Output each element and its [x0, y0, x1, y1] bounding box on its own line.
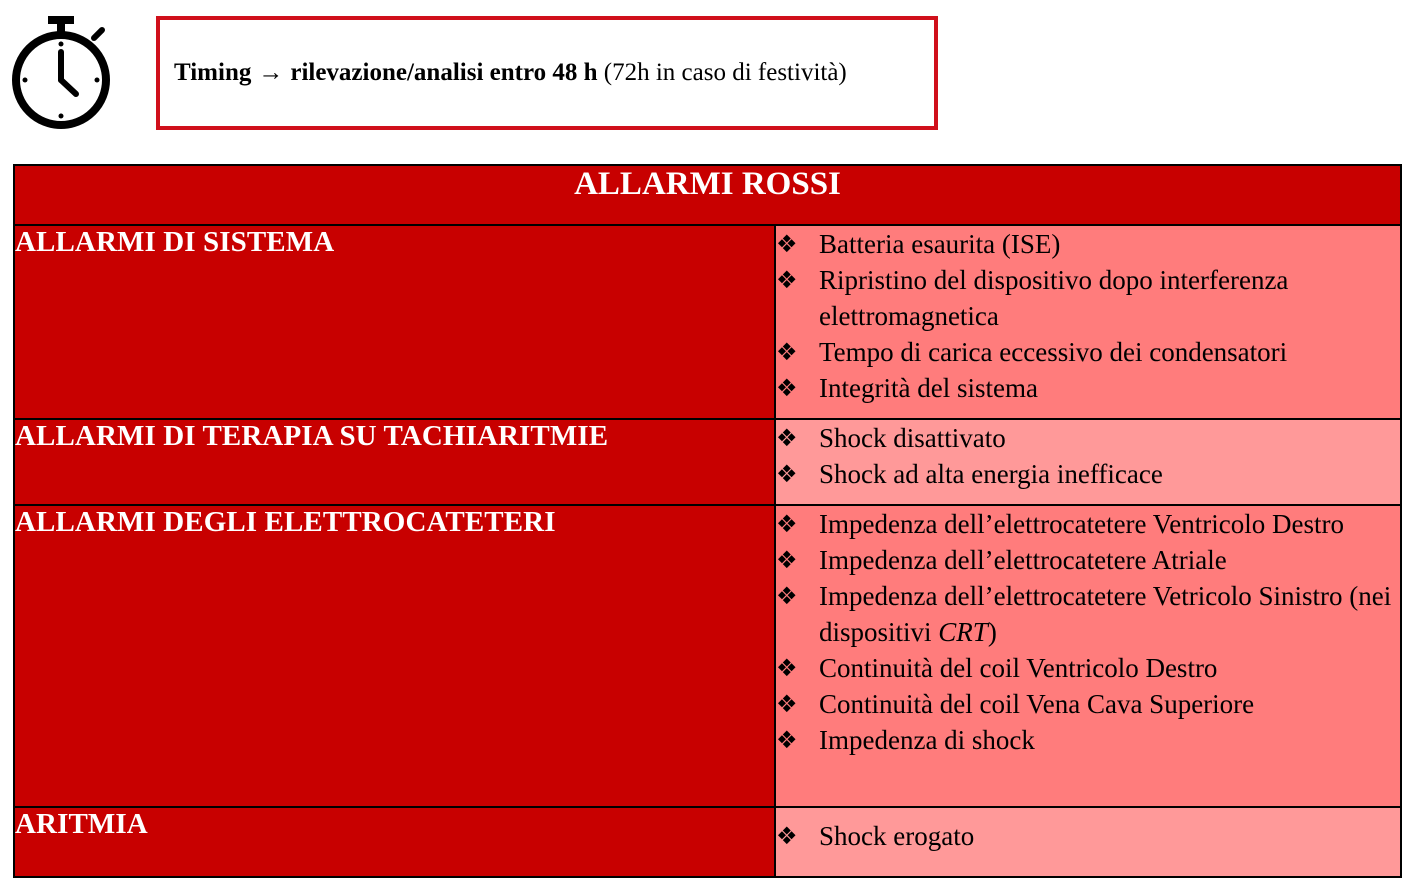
diamond-bullet-icon: ❖ — [776, 424, 798, 452]
timing-notice — [156, 16, 938, 130]
table-row — [14, 807, 1401, 877]
diamond-bullet-icon: ❖ — [776, 726, 798, 754]
arrow-right-icon: → — [258, 59, 284, 86]
alarm-list — [775, 419, 1401, 505]
category-label: ALLARMI DI TERAPIA SU TACHIARITMIE — [14, 419, 775, 505]
timing-main: rilevazione/analisi entro 48 h — [290, 59, 598, 86]
list-item: ❖ Integrità del sistema — [776, 370, 1400, 406]
diamond-bullet-icon: ❖ — [776, 230, 798, 258]
table-title: ALLARMI ROSSI — [14, 165, 1401, 225]
list-item: ❖ Continuità del coil Vena Cava Superiore — [776, 686, 1400, 722]
list-item: ❖ Batteria esaurita (ISE) — [776, 226, 1400, 262]
list-item: ❖ Tempo di carica eccessivo dei condensatori — [776, 334, 1400, 370]
list-item: ❖ Impedenza dell’elettrocatetere Atriale — [776, 542, 1400, 578]
diamond-bullet-icon: ❖ — [776, 510, 798, 538]
diamond-bullet-icon: ❖ — [776, 654, 798, 682]
diamond-bullet-icon: ❖ — [776, 690, 798, 718]
list-item: ❖ Impedenza dell’elettrocatetere Vetricolo Sinistro (nei dispositivi CRT) — [776, 578, 1400, 650]
alarm-list — [775, 505, 1401, 807]
list-item: ❖ Shock ad alta energia inefficace — [776, 456, 1400, 492]
list-item: ❖ Shock erogato — [776, 818, 1400, 854]
diamond-bullet-icon: ❖ — [776, 266, 798, 294]
table-row — [14, 505, 1401, 807]
table-row — [14, 225, 1401, 419]
list-item: ❖ Ripristino del dispositivo dopo interferenza elettromagnetica — [776, 262, 1400, 334]
diamond-bullet-icon: ❖ — [776, 374, 798, 402]
diamond-bullet-icon: ❖ — [776, 822, 798, 850]
category-label: ALLARMI DEGLI ELETTROCATETERI — [14, 505, 775, 807]
diamond-bullet-icon: ❖ — [776, 546, 798, 574]
alarms-table — [13, 164, 1402, 878]
diamond-bullet-icon: ❖ — [776, 582, 798, 610]
category-label: ALLARMI DI SISTEMA — [14, 225, 775, 419]
timing-label: Timing — [174, 59, 252, 86]
diamond-bullet-icon: ❖ — [776, 338, 798, 366]
list-item: ❖ Shock disattivato — [776, 420, 1400, 456]
category-label: ARITMIA — [14, 807, 775, 877]
alarm-list — [775, 807, 1401, 877]
list-item: ❖ Impedenza dell’elettrocatetere Ventricolo Destro — [776, 506, 1400, 542]
diamond-bullet-icon: ❖ — [776, 460, 798, 488]
alarm-list — [775, 225, 1401, 419]
timing-note: (72h in caso di festività) — [603, 59, 847, 86]
list-item: ❖ Impedenza di shock — [776, 722, 1400, 758]
stopwatch-icon — [8, 14, 114, 130]
list-item: ❖ Continuità del coil Ventricolo Destro — [776, 650, 1400, 686]
table-row — [14, 419, 1401, 505]
